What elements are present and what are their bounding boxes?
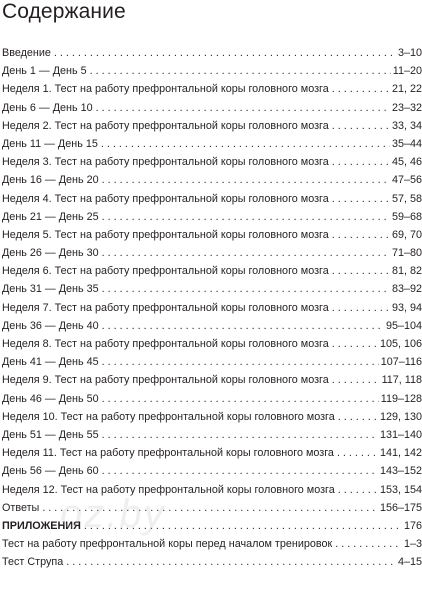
- toc-entry: [0, 190, 422, 208]
- toc-entry-pages: 119–128: [380, 392, 422, 405]
- toc-entry-label: Неделя 1. Тест на работу префронтальной коры головного мозга: [2, 83, 329, 96]
- toc-entry-pages: 45, 46: [391, 156, 422, 169]
- toc-entry-pages: 69, 70: [391, 228, 422, 241]
- toc-entry: [0, 117, 422, 135]
- toc-entry: [0, 44, 422, 62]
- toc-entry-label: День 51 — День 55: [2, 428, 99, 441]
- toc-entry-pages: 57, 58: [391, 192, 422, 205]
- toc-entry-label: Тест на работу префронтальной коры перед началом тренировок: [2, 538, 333, 551]
- toc-entry-label: День 36 — День 40: [2, 319, 99, 332]
- toc-leader-dots: [102, 390, 379, 408]
- toc-entry-label: Введение: [2, 47, 51, 59]
- toc-entry-pages: 81, 82: [391, 265, 422, 278]
- toc-leader-dots: [90, 62, 391, 80]
- toc-entry: [0, 499, 422, 517]
- toc-leader-dots: [332, 262, 390, 280]
- toc-entry-pages: 11–20: [392, 65, 422, 78]
- toc-entry: [0, 153, 422, 171]
- toc-entry-pages: 93, 94: [391, 301, 422, 314]
- toc-leader-dots: [332, 299, 390, 317]
- toc-entry-label: День 16 — День 20: [2, 174, 99, 187]
- toc-entry-label: День 26 — День 30: [2, 247, 99, 260]
- toc-leader-dots: [332, 371, 380, 389]
- toc-leader-dots: [332, 153, 390, 171]
- toc-entry-label: Неделя 6. Тест на работу префронтальной коры головного мозга: [2, 265, 329, 278]
- toc-entry-pages: 59–68: [391, 210, 422, 223]
- toc-entry-pages: 105, 106: [379, 338, 422, 350]
- toc-entry: [0, 335, 422, 353]
- toc-leader-dots: [102, 317, 384, 335]
- toc-list: [0, 44, 422, 571]
- watermark-logo: oz.by: [60, 492, 166, 536]
- toc-entry-label: Неделя 9. Тест на работу префронтальной коры головного мозга: [2, 374, 329, 387]
- toc-leader-dots: [337, 444, 378, 462]
- toc-entry-pages: 35–44: [391, 137, 422, 150]
- toc-leader-dots: [102, 462, 378, 480]
- toc-leader-dots: [42, 499, 378, 517]
- toc-entry-pages: 143–152: [379, 465, 422, 478]
- toc-entry: [0, 408, 422, 426]
- toc-leader-dots: [66, 553, 396, 571]
- toc-entry: [0, 99, 422, 117]
- toc-entry: [0, 135, 422, 153]
- toc-entry: [0, 353, 422, 371]
- toc-entry-pages: 83–92: [391, 283, 422, 296]
- toc-entry-pages: 1–3: [403, 538, 422, 551]
- toc-leader-dots: [332, 190, 390, 208]
- toc-entry-label: День 31 — День 35: [2, 283, 99, 296]
- toc-entry-label: День 46 — День 50: [2, 392, 99, 405]
- toc-leader-dots: [102, 353, 379, 371]
- toc-entry: [0, 299, 422, 317]
- toc-entry: [0, 535, 422, 553]
- toc-entry-label: День 56 — День 60: [2, 465, 99, 478]
- toc-entry: [0, 481, 422, 499]
- toc-entry-label: Ответы: [2, 501, 40, 514]
- toc-entry: [0, 280, 422, 298]
- toc-entry-pages: 95–104: [385, 319, 422, 332]
- toc-entry: [0, 171, 422, 189]
- toc-leader-dots: [335, 535, 402, 553]
- toc-entry: [0, 390, 422, 408]
- toc-entry-pages: 117, 118: [381, 374, 422, 387]
- toc-entry-label: Неделя 5. Тест на работу префронтальной коры головного мозга: [2, 228, 329, 241]
- toc-entry: [0, 62, 422, 80]
- toc-leader-dots: [54, 44, 396, 62]
- toc-entry: [0, 426, 422, 444]
- toc-entry: [0, 517, 422, 535]
- toc-entry-pages: 33, 34: [391, 119, 422, 132]
- toc-entry-pages: 23–32: [391, 101, 422, 114]
- toc-entry: [0, 80, 422, 98]
- toc-leader-dots: [102, 171, 390, 189]
- toc-entry-label: Неделя 2. Тест на работу префронтальной коры головного мозга: [2, 119, 329, 132]
- toc-entry-label: Неделя 7. Тест на работу префронтальной коры головного мозга: [2, 301, 329, 314]
- toc-entry-pages: 3–10: [397, 47, 422, 59]
- toc-entry: [0, 317, 422, 335]
- toc-entry-pages: 156–175: [379, 501, 422, 514]
- toc-entry-label: ПРИЛОЖЕНИЯ: [2, 519, 81, 532]
- toc-leader-dots: [332, 226, 390, 244]
- page-title: Содержание: [2, 0, 126, 23]
- toc-entry: [0, 208, 422, 226]
- toc-entry-pages: 176: [403, 519, 422, 532]
- toc-entry: [0, 444, 422, 462]
- toc-leader-dots: [101, 135, 390, 153]
- toc-entry-label: Тест Струпа: [2, 556, 64, 569]
- toc-leader-dots: [338, 408, 378, 426]
- toc-entry-label: Неделя 10. Тест на работу префронтальной коры головного мозга: [2, 410, 335, 423]
- toc-leader-dots: [96, 99, 390, 117]
- toc-entry-label: День 11 — День 15: [2, 137, 98, 150]
- toc-leader-dots: [332, 80, 390, 98]
- toc-leader-dots: [332, 335, 378, 353]
- toc-entry-pages: 4–15: [397, 556, 422, 569]
- toc-entry-pages: 141, 142: [379, 447, 422, 460]
- toc-entry-label: Неделя 4. Тест на работу префронтальной коры головного мозга: [2, 192, 329, 205]
- toc-leader-dots: [338, 481, 378, 499]
- toc-leader-dots: [102, 244, 390, 262]
- toc-entry: [0, 553, 422, 571]
- toc-entry-label: День 21 — День 25: [2, 210, 99, 223]
- toc-entry-label: Неделя 11. Тест на работу префронтальной коры головного мозга: [2, 447, 334, 460]
- toc-entry: [0, 371, 422, 389]
- toc-entry-label: День 1 — День 5: [2, 65, 87, 78]
- toc-entry-pages: 129, 130: [379, 410, 422, 423]
- toc-entry-pages: 21, 22: [391, 83, 422, 96]
- toc-entry-label: День 41 — День 45: [2, 356, 99, 369]
- toc-entry-label: Неделя 8. Тест на работу префронтальной коры головного мозга: [2, 338, 329, 350]
- toc-entry: [0, 244, 422, 262]
- toc-entry-pages: 71–80: [391, 247, 422, 260]
- toc-entry: [0, 262, 422, 280]
- toc-entry-pages: 107–116: [380, 356, 422, 369]
- toc-entry-pages: 47–56: [391, 174, 422, 187]
- toc-entry-label: Неделя 12. Тест на работу префронтальной коры головного мозга: [2, 483, 335, 496]
- toc-leader-dots: [332, 117, 390, 135]
- toc-entry-pages: 131–140: [379, 428, 422, 441]
- toc-entry: [0, 226, 422, 244]
- toc-entry-label: Неделя 3. Тест на работу префронтальной коры головного мозга: [2, 156, 329, 169]
- toc-entry: [0, 462, 422, 480]
- toc-entry-pages: 153, 154: [379, 483, 422, 496]
- toc-leader-dots: [102, 280, 390, 298]
- toc-leader-dots: [102, 208, 390, 226]
- toc-leader-dots: [84, 517, 402, 535]
- toc-entry-label: День 6 — День 10: [2, 101, 93, 114]
- toc-leader-dots: [102, 426, 378, 444]
